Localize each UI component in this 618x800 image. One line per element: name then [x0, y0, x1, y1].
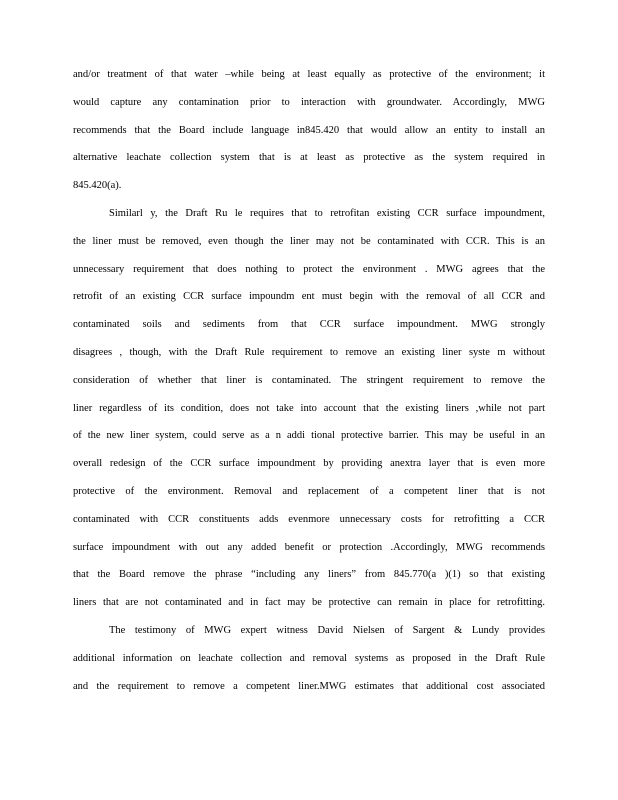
text-line: contaminated with CCR constituents adds evenmore unnecessary costs for retrofitting a CCR [73, 513, 545, 525]
text-line: surface impoundment with out any added benefit or protection .Accordingly, MWG recommends [73, 541, 545, 553]
paragraph-first-line: The testimony of MWG expert witness David Nielsen of Sargent & Lundy provides [109, 624, 545, 636]
text-line: contaminated soils and sediments from that CCR surface impoundment. MWG strongly [73, 319, 545, 331]
text-line: the liner must be removed, even though the liner may not be contaminated with CCR. This is an [73, 235, 545, 247]
text-line: disagrees , though, with the Draft Rule requirement to remove an existing liner syste m without [73, 346, 545, 358]
text-line: liners that are not contaminated and in fact may be protective can remain in place for retrofitting. [73, 597, 545, 609]
text-line: overall redesign of the CCR surface impoundment by providing anextra layer that is even more [73, 458, 545, 470]
text-line: and the requirement to remove a competent liner.MWG estimates that additional cost associated [73, 680, 545, 692]
paragraph-first-line: Similarl y, the Draft Ru le requires that to retrofitan existing CCR surface impoundment, [109, 207, 545, 219]
text-line: 845.420(a). [73, 180, 122, 192]
text-line: additional information on leachate collection and removal systems as proposed in the Draft Rule [73, 652, 545, 664]
text-line: retrofit of an existing CCR surface impoundm ent must begin with the removal of all CCR and [73, 291, 545, 303]
text-line: consideration of whether that liner is contaminated. The stringent requirement to remove the [73, 374, 545, 386]
text-line: alternative leachate collection system that is at least as protective as the system required in [73, 152, 545, 164]
text-line: recommends that the Board include language in845.420 that would allow an entity to install an [73, 124, 545, 136]
text-line: would capture any contamination prior to interaction with groundwater. Accordingly, MWG [73, 96, 545, 108]
text-line: that the Board remove the phrase “including any liners” from 845.770(a )(1) so that existing [73, 569, 545, 581]
text-line: unnecessary requirement that does nothing to protect the environment . MWG agrees that the [73, 263, 545, 275]
text-line: liner regardless of its condition, does not take into account that the existing liners ,while not part [73, 402, 545, 414]
text-line: of the new liner system, could serve as a n addi tional protective barrier. This may be useful in an [73, 430, 545, 442]
text-line: protective of the environment. Removal and replacement of a competent liner that is not [73, 485, 545, 497]
text-line: and/or treatment of that water –while being at least equally as protective of the environment; it [73, 69, 545, 80]
body-text [73, 61, 545, 700]
